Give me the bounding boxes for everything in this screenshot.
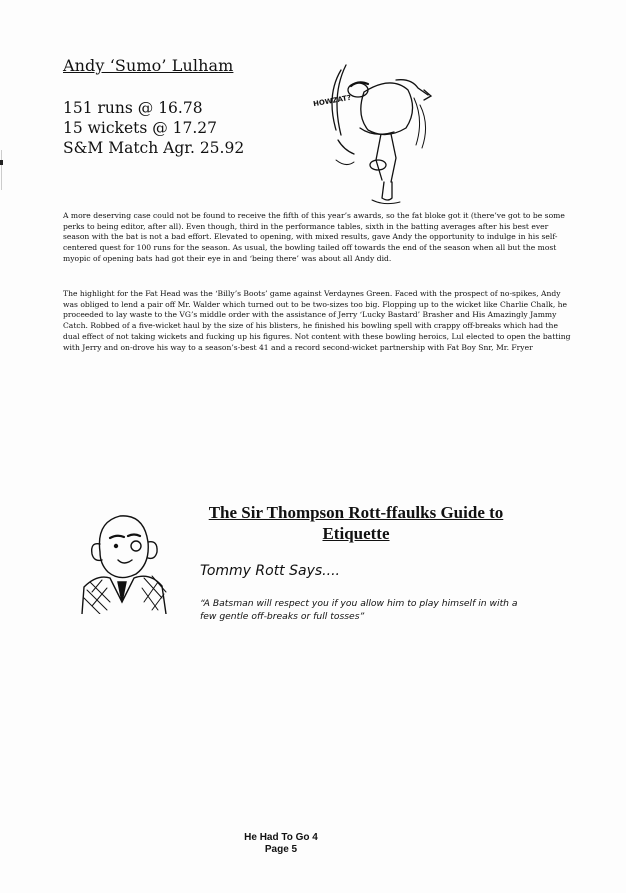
scan-edge-line [1,150,2,190]
tommy-rott-cartoon-illustration [62,502,182,614]
publication-title: He Had To Go 4 [244,832,318,843]
article-paragraph: A more deserving case could not be found to receive the fifth of this year’s awards, so the fat bloke got it (there’ve got to be some perks to being editor, after all). Even though, third in the performance tables, sixth in the batting averages after his best ever season with the bat is not a bad effort. Elevated to opening, with mixed results, gave Andy the opportunity to indulge in his self-centered quest for 100 runs for the season. As usual, the bowling tailed off towards the end of the season when all but the most myopic of opening bats had got their eye in and ‘being there’ was about all Andy did. [63,211,565,263]
stat-match-aggregate: S&M Match Agr. 25.92 [63,139,245,157]
article-paragraph: The highlight for the Fat Head was the ‘Billy’s Boots’ game against Verdaynes Green. Faced with the prospect of no-spikes, Andy was obliged to lend a pair off Mr. Walder which turned out to be two-sizes too big. Flopping up to the wicket like Charlie Chalk, he proceeded to lay waste to the VG’s middle order with the assistance of Jerry ‘Lucky Bastard’ Brasher and His Amazingly Jammy Catch. Robbed of a five-wicket haul by the size of his blisters, he finished his bowling spell with crappy off-breaks which had the dual effect of not taking wickets and fucking up his figures. Not content with these bowling heroics, Lul elected to open the batting with Jerry and on-drove his way to a season’s-best 41 and a record second-wicket partnership with Fat Boy Snr, Mr. Fryer [63,289,571,352]
page-footer [220,832,342,856]
stat-runs: 151 runs @ 16.78 [63,99,203,117]
etiquette-subtitle: Tommy Rott Says.... [200,563,340,579]
cartoon-speech-caption: HOWZAT? [312,93,352,109]
etiquette-guide-title: The Sir Thompson Rott-ffaulks Guide to Etiquette [208,503,504,543]
profile-name: Andy ‘Sumo’ Lulham [63,56,234,75]
stat-wickets: 15 wickets @ 17.27 [63,119,218,137]
scan-edge-mark [0,160,3,165]
etiquette-quote: “A Batsman will respect you if you allow him to play himself in with a few gentle off-breaks or full tosses” [200,598,518,622]
bowler-cartoon-illustration [296,50,446,210]
player-stats [63,98,244,158]
page-number: Page 5 [264,844,298,855]
